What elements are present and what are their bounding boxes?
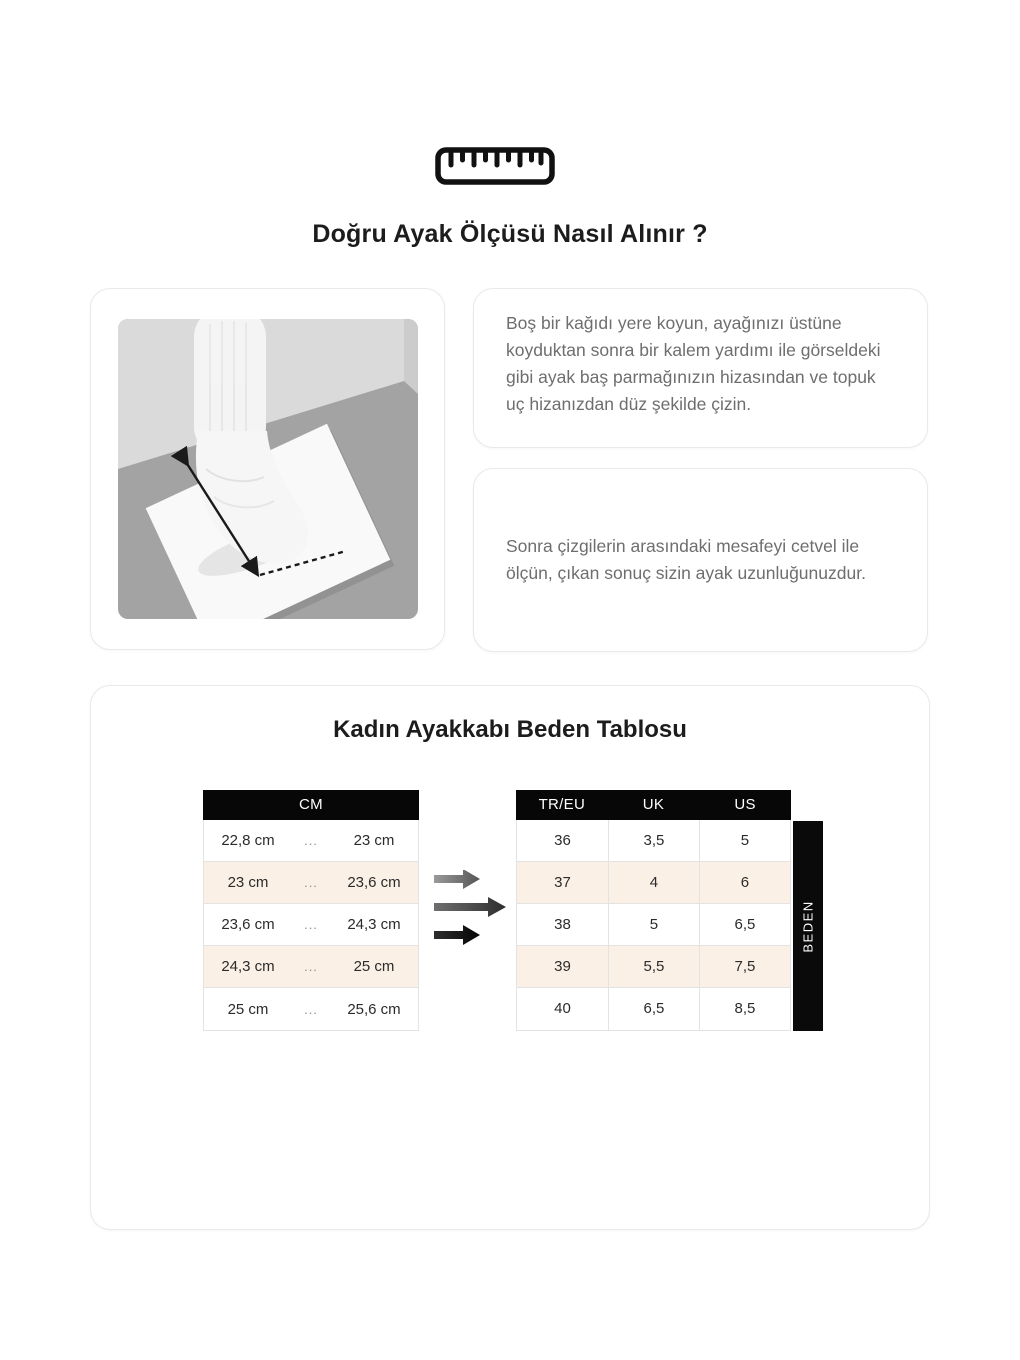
beden-side-label [793, 821, 823, 1031]
cm-table-header: CM [203, 790, 419, 820]
cm-dots: ... [304, 833, 318, 848]
cm-min: 23 cm [227, 874, 269, 891]
ruler-icon [435, 146, 555, 186]
cm-table-row [204, 946, 418, 988]
size-us: 6 [699, 862, 790, 904]
cm-dots: ... [304, 875, 318, 890]
size-uk: 5,5 [608, 946, 699, 988]
size-table-row [517, 862, 790, 904]
size-uk: 3,5 [608, 820, 699, 862]
cm-table-row [204, 904, 418, 946]
beden-side-label-text: BEDEN [800, 899, 816, 953]
instruction-step-1: Boş bir kağıdı yere koyun, ayağınızı üstüne koyduktan sonra bir kalem yardımı ile görseldeki gibi ayak baş parmağınızın hizasından ve topuk uç hizanızdan düz şekilde çizin. [506, 313, 881, 414]
size-conversion-table [516, 791, 791, 1031]
size-treu: 37 [554, 873, 571, 891]
cm-min: 24,3 cm [221, 958, 275, 975]
cm-dots: ... [304, 917, 318, 932]
size-treu: 38 [554, 915, 571, 933]
cm-max: 23 cm [353, 832, 395, 849]
size-uk: 6,5 [608, 988, 699, 1030]
size-us: 7,5 [699, 946, 790, 988]
cm-table [203, 791, 419, 1031]
page-title: Doğru Ayak Ölçüsü Nasıl Alınır ? [312, 220, 708, 248]
size-us: 6,5 [699, 904, 790, 946]
cm-min: 23,6 cm [221, 916, 275, 933]
cm-table-row [204, 862, 418, 904]
instruction-step-2: Sonra çizgilerin arasındaki mesafeyi cetvel ile ölçün, çıkan sonuç sizin ayak uzunluğunuzdur. [506, 536, 866, 583]
size-uk: 5 [608, 904, 699, 946]
size-table-row [517, 904, 790, 946]
size-us: 8,5 [699, 988, 790, 1030]
size-treu: 40 [554, 1000, 571, 1017]
instruction-card-2 [473, 468, 928, 652]
instruction-card-1 [473, 288, 928, 448]
cm-min: 25 cm [227, 1000, 269, 1018]
cm-dots: ... [304, 1001, 318, 1017]
size-uk: 4 [608, 862, 699, 904]
cm-table-row [204, 820, 418, 862]
cm-max: 24,3 cm [347, 916, 401, 933]
foot-measurement-photo [118, 319, 418, 619]
size-table-header-treu: TR/EU [538, 796, 586, 813]
size-table-card [90, 685, 930, 1230]
size-table-row [517, 820, 790, 862]
cm-table-row [204, 988, 418, 1030]
cm-max: 25,6 cm [347, 1000, 401, 1018]
size-table-header-row [516, 790, 791, 820]
cm-min: 22,8 cm [221, 832, 275, 849]
size-table-header-us: US [734, 796, 756, 813]
size-us: 5 [699, 820, 790, 862]
cm-max: 23,6 cm [347, 874, 401, 891]
size-table-title: Kadın Ayakkabı Beden Tablosu [333, 716, 687, 743]
size-table-header-uk: UK [642, 796, 665, 813]
size-table-row [517, 946, 790, 988]
size-table-row [517, 988, 790, 1030]
size-treu: 36 [554, 831, 571, 849]
size-treu: 39 [554, 957, 571, 975]
cm-max: 25 cm [353, 958, 395, 975]
foot-measurement-photo-card [90, 288, 445, 650]
cm-dots: ... [304, 959, 318, 974]
arrows-right-icon [434, 870, 506, 952]
